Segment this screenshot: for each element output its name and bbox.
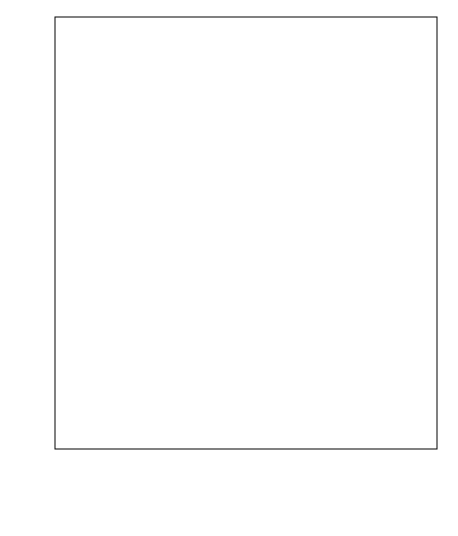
note-text: [5, 473, 455, 536]
diagram-frame: [55, 17, 437, 449]
diagram-grid: [55, 17, 437, 449]
